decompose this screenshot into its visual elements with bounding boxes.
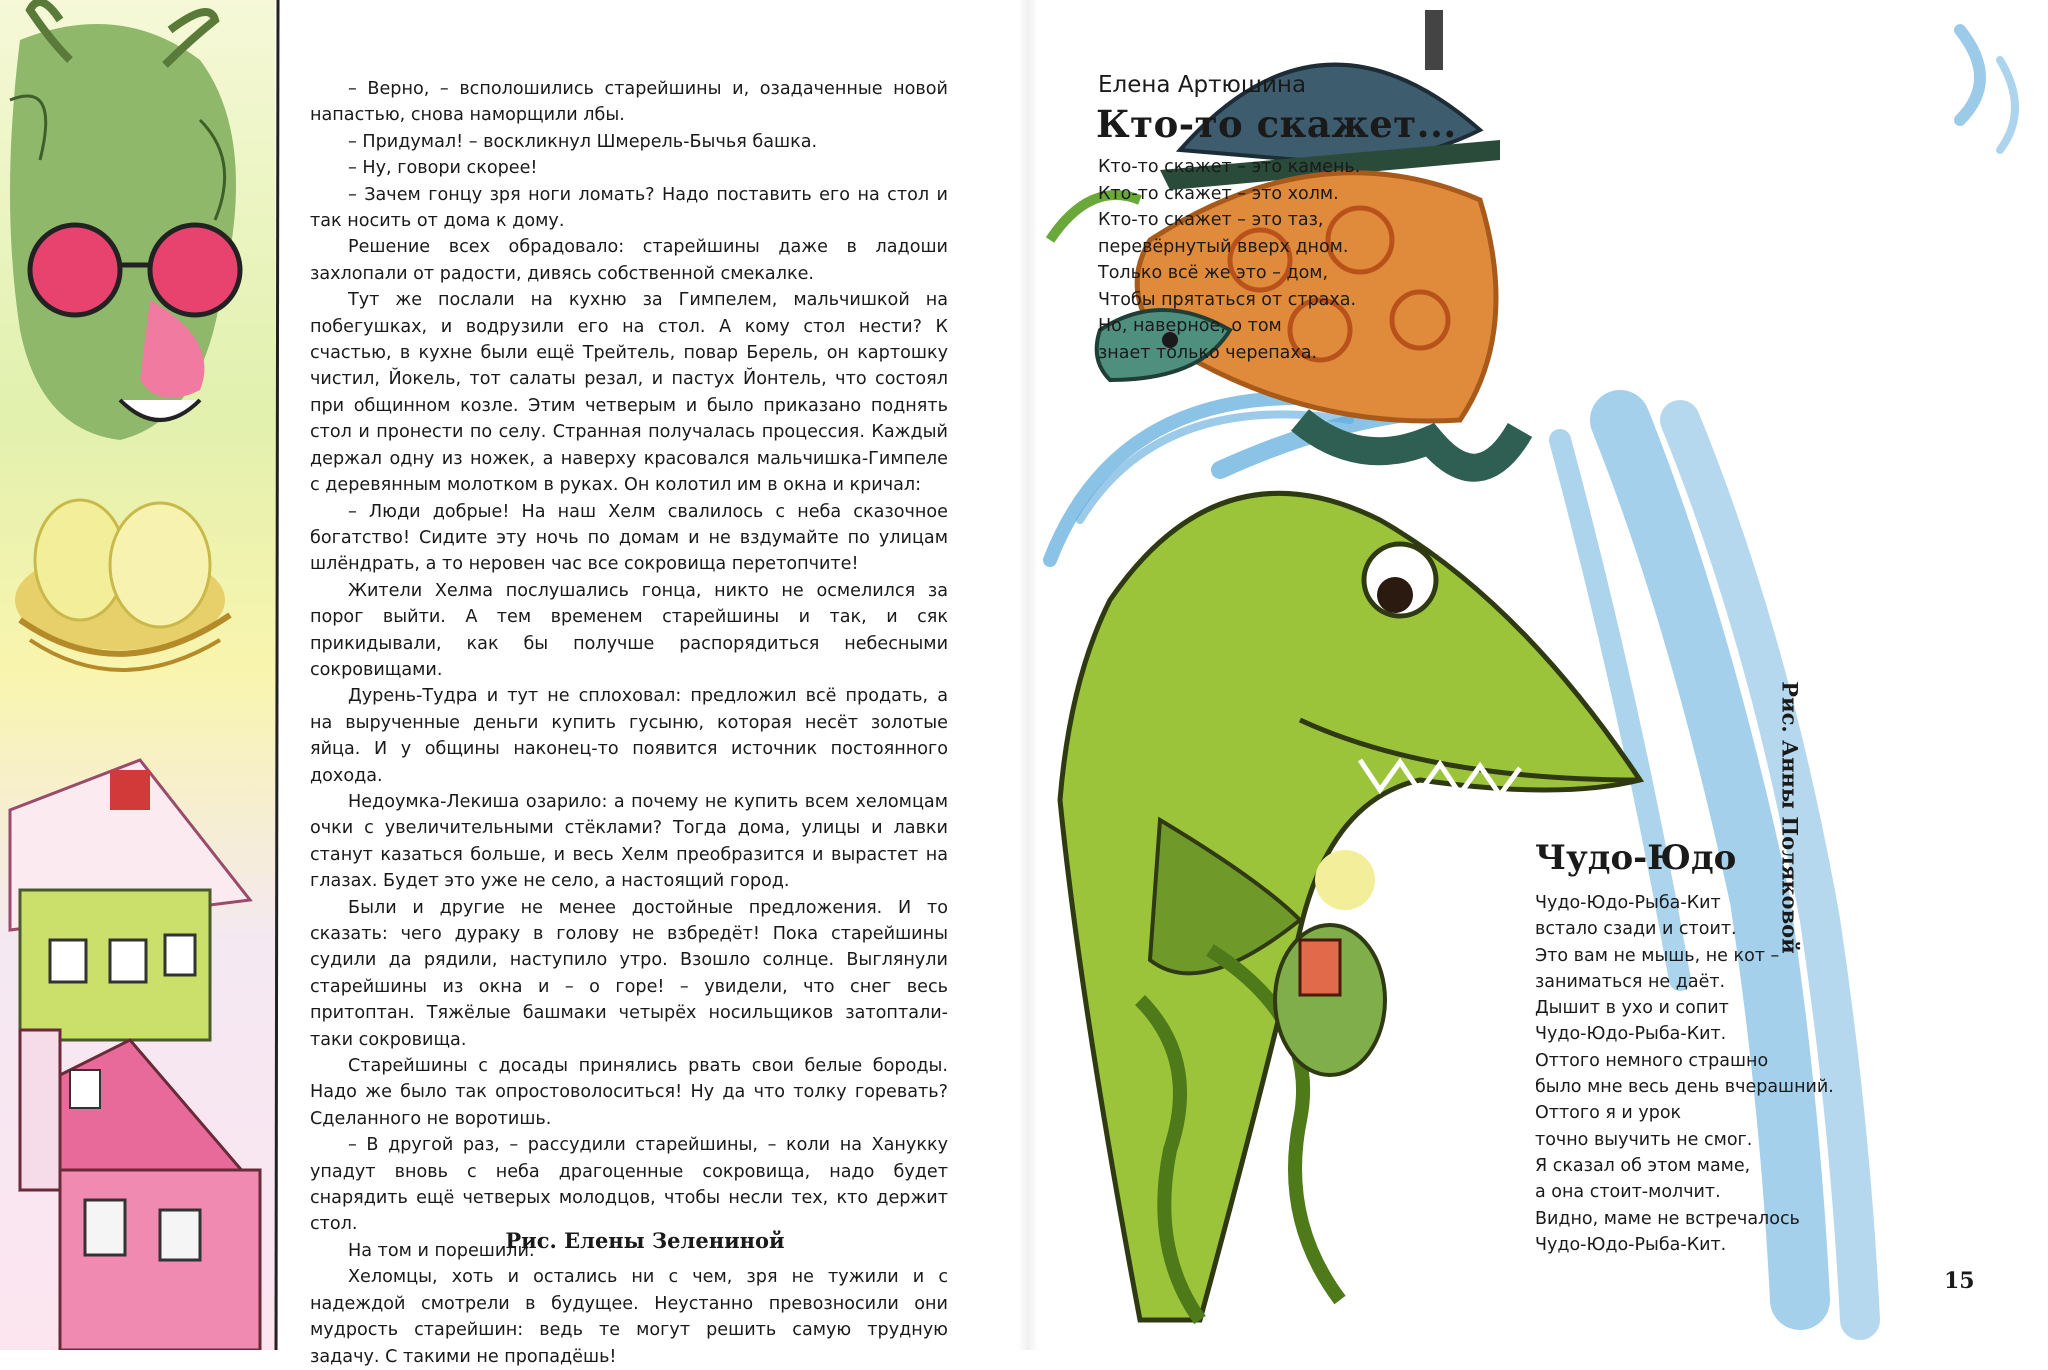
poem-1-body [1098, 154, 1360, 366]
story-paragraph: Недоумка-Лекиша озарило: а почему не купить всем хеломцам очки с увеличительными стёклами? Тогда дома, улицы и лавки станут казаться больше, и весь Хелм преобразится и вырастет на глазах. Будет это уже не село, а настоящий город. [310, 791, 948, 892]
story-paragraph: Старейшины с досады принялись рвать свои белые бороды. Надо же было так опростоволоситься! Ну да что толку горевать? Сделанного не воротишь. [310, 1056, 948, 1129]
illustration-credit-right: Рис. Анны Поляковой [1777, 681, 1803, 954]
poem-line: Чудо-Юдо-Рыба-Кит. [1535, 1024, 1727, 1045]
poem-line: Это вам не мышь, не кот – [1535, 945, 1780, 966]
poem-line: Оттого немного страшно [1535, 1050, 1769, 1071]
story-paragraph: Решение всех обрадовало: старейшины даже в ладоши захлопали от радости, дивясь собственной смекалке. [310, 237, 948, 284]
story-paragraph: – Зачем гонцу зря ноги ломать? Надо поставить его на стол и так носить от дома к дому. [310, 184, 948, 232]
story-paragraph: – Ну, говори скорее! [348, 158, 538, 179]
story-paragraph: Тут же послали на кухню за Гимпелем, мальчишкой на побегушках, и водрузили его на стол. А кому стол нести? К счастью, в кухне были ещё Трейтель, повар Берель, он картошку чистил, Йокель, тот салаты резал, и пастух Йонтель, что состоял при общинном козле. Этим четверым и было приказано поднять стол и пронести по селу. Странная получалась процессия. Каждый держал одну из ножек, а наверху красовался мальчишка-Гимпеле с деревянным молотком в руках. Он колотил им в окна и кричал: [310, 290, 948, 496]
poem-line: Оттого я и урок [1535, 1103, 1682, 1124]
poem-line: Дышит в ухо и сопит [1535, 998, 1729, 1019]
poem-title-2: Чудо-Юдо [1535, 838, 1737, 878]
poem-line: Кто-то скажет – это таз, [1098, 210, 1324, 230]
page-number: 15 [1944, 1268, 1975, 1294]
poem-line: а она стоит-молчит. [1535, 1182, 1721, 1203]
poem-line: Только всё же это – дом, [1098, 263, 1329, 283]
poem-line: Кто-то скажет – это камень. [1098, 157, 1361, 177]
poem-line: Кто-то скажет – это холм. [1098, 183, 1339, 204]
story-paragraph: – Придумал! – воскликнул Шмерель-Бычья башка. [348, 131, 818, 152]
poem-line: перевёрнутый вверх дном. [1098, 236, 1349, 257]
poem-line: Чудо-Юдо-Рыба-Кит. [1535, 1234, 1727, 1255]
story-paragraph: – Люди добрые! На наш Хелм свалилось с неба сказочное богатство! Сидите эту ночь по домам и не вздумайте по улицам шлёндрать, а то неровен час все сокровища перетопчите! [310, 501, 948, 575]
illustration-credit-left: Рис. Елены Зелениной [505, 1228, 785, 1253]
poem-line: заниматься не даёт. [1535, 971, 1726, 992]
story-paragraph: – Верно, – всполошились старейшины и, озадаченные новой напастью, снова наморщили лбы. [310, 79, 948, 126]
poem-line: знает только черепаха. [1098, 342, 1318, 363]
poem-line: Видно, маме не встречалось [1535, 1208, 1800, 1229]
story-paragraph: Были и другие не менее достойные предложения. И то сказать: чего дураку в голову не взбредёт! Пока старейшины судили да рядили, наступило утро. Взошло солнце. Выглянули старейшины из окна и – о горе! – увидели, что снег весь притоптан. Тяжёлые башмаки четырёх носильщиков затоптали-таки сокровища. [310, 897, 948, 1050]
poem-line: Но, наверное, о том [1098, 316, 1282, 336]
story-paragraph: Хеломцы, хоть и остались ни с чем, зря не тужили и с надеждой смотрели в будущее. Неустанно превозносили они мудрость старейшин: ведь те могут решить самую трудную задачу. С такими не пропадёшь! [310, 1267, 948, 1367]
poem-line: встало сзади и стоит. [1535, 919, 1737, 940]
poem-title-1: Кто-то скажет... [1096, 102, 1457, 146]
poem-line: было мне весь день вчерашний. [1535, 1077, 1834, 1098]
left-illustration [0, 0, 330, 1350]
author-name: Елена Артюшина [1098, 72, 1307, 98]
story-paragraph: На том и порешили. [348, 1240, 535, 1261]
poem-line: Я сказал об этом маме, [1535, 1155, 1751, 1176]
story-text [310, 76, 948, 1370]
poem-line: Чтобы прятаться от страха. [1098, 289, 1357, 310]
story-paragraph: Жители Хелма послушались гонца, никто не осмелился за порог выйти. А тем временем старейшины и так, и сяк прикидывали, как бы получше распорядиться небесными сокровищами. [310, 580, 948, 680]
story-paragraph: Дурень-Тудра и тут не сплоховал: предложил всё продать, а на вырученные деньги купить гусыню, которая несёт золотые яйца. И у общины наконец-то появится источник постоянного дохода. [310, 686, 948, 786]
poem-line: точно выучить не смог. [1535, 1129, 1753, 1150]
story-paragraph: – В другой раз, – рассудили старейшины, – коли на Ханукку упадут вновь с неба драгоценные сокровища, надо будет снарядить ещё четверых молодцов, чтобы несли тех, кто держит стол. [310, 1135, 948, 1235]
page-edge-line [276, 0, 278, 1350]
poem-line: Чудо-Юдо-Рыба-Кит [1535, 893, 1721, 913]
